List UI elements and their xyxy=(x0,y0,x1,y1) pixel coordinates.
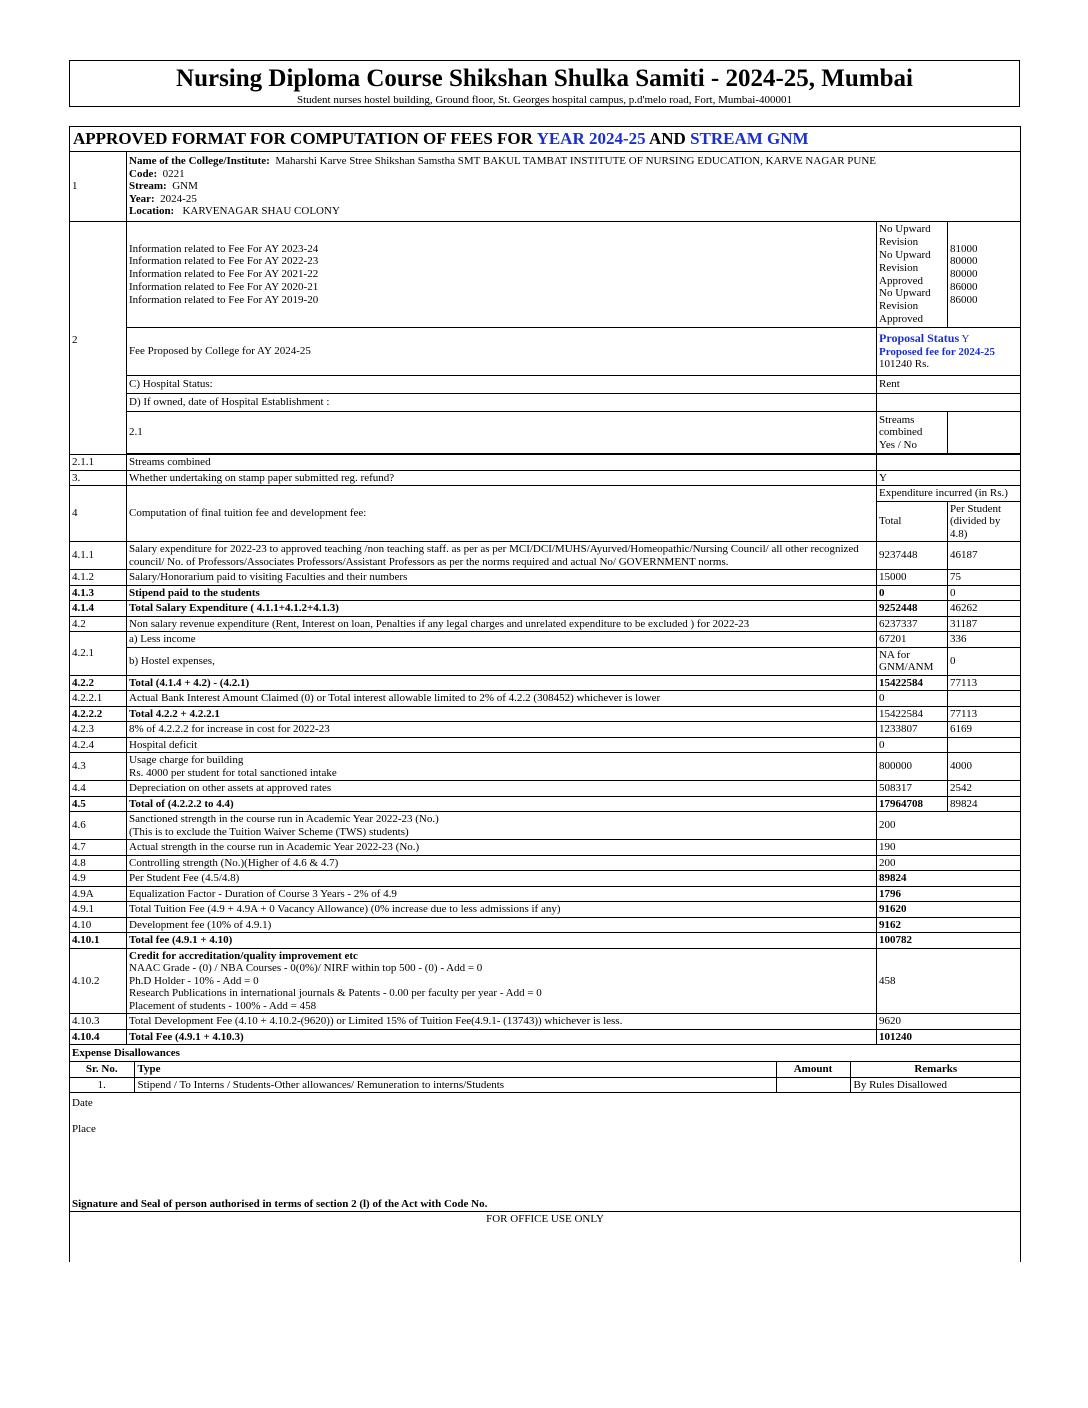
proposed-fee-heading: Proposed fee for 2024-25 xyxy=(879,345,995,358)
row-per-student xyxy=(948,737,1021,753)
row-description xyxy=(127,753,877,781)
row-description: Equalization Factor - Duration of Course 3 Years - 2% of 4.9 xyxy=(127,886,877,902)
row-total: 67201 xyxy=(877,632,948,648)
fee-amount: 80000 xyxy=(950,255,978,268)
hospital-status-value: Rent xyxy=(877,376,1021,394)
row-description: Total Salary Expenditure ( 4.1.1+4.1.2+4.1.3) xyxy=(127,601,877,617)
streams-q-text: Streams xyxy=(879,413,915,426)
row-description: Total fee (4.9.1 + 4.10) xyxy=(127,933,877,949)
table-row xyxy=(70,470,1021,486)
proposal-status-value: Y xyxy=(961,333,970,346)
row-per-student: 0 xyxy=(948,647,1021,675)
proposal-status-cell xyxy=(877,328,1021,376)
row-description: Per Student Fee (4.5/4.8) xyxy=(127,871,877,887)
college-stream-label: Stream: xyxy=(129,180,167,193)
row-per-student xyxy=(948,691,1021,707)
section-title-stream: STREAM GNM xyxy=(690,129,809,148)
accreditation-line: Research Publications in international journals & Patents - 0.00 per faculty per year - Add = 0 xyxy=(129,987,542,999)
row-description: Actual Bank Interest Amount Claimed (0) or Total interest allowable limited to 2% of 4.2.2 (308452) whichever is lower xyxy=(127,691,877,707)
row-description: a) Less income xyxy=(127,632,877,648)
row-value: 1796 xyxy=(877,886,1021,902)
college-name-label: Name of the College/Institute: xyxy=(129,155,270,168)
college-row xyxy=(70,152,1021,222)
table-row xyxy=(70,632,1021,648)
row-total: 15422584 xyxy=(877,675,948,691)
row-description-line: Usage charge for building xyxy=(129,754,244,766)
row-total: 15422584 xyxy=(877,706,948,722)
row-number: 4.9A xyxy=(70,886,127,902)
row-description: Depreciation on other assets at approved rates xyxy=(127,781,877,797)
row-description: Non salary revenue expenditure (Rent, Interest on loan, Penalties if any legal charges and unrelated expenditure to be excluded ) for 2022-23 xyxy=(127,616,877,632)
fee-amount: 86000 xyxy=(950,293,978,306)
fee-amount: 80000 xyxy=(950,268,978,281)
row-description: Total of (4.2.2.2 to 4.4) xyxy=(127,796,877,812)
row-description: Salary expenditure for 2022-23 to approved teaching /non teaching staff. as per as per MCI/DCI/MUHS/Ayurved/Homeopathic/Nursing Council/ all other recognized council/ No. of Professors/Associates Professors/Assistant Professors as per the norms required and actual No/ GOVERNMENT norms. xyxy=(127,542,877,570)
row-description: Total 4.2.2 + 4.2.2.1 xyxy=(127,706,877,722)
table-row xyxy=(70,871,1021,887)
row-number: 4.2.2.2 xyxy=(70,706,127,722)
row-number: 4.6 xyxy=(70,812,127,840)
row-number: 3. xyxy=(70,470,127,486)
fee-computation-table xyxy=(69,126,1021,1262)
table-row xyxy=(70,691,1021,707)
row-number: 4.1.4 xyxy=(70,601,127,617)
table-row xyxy=(70,722,1021,738)
college-location: KARVENAGAR SHAU COLONY xyxy=(182,205,340,218)
signature-cell xyxy=(70,1093,1021,1212)
streams-q-text: combined xyxy=(879,426,923,439)
header-box xyxy=(69,60,1020,107)
row-description: 8% of 4.2.2.2 for increase in cost for 2022-23 xyxy=(127,722,877,738)
row-number: 4.2.4 xyxy=(70,737,127,753)
row-number: 4.2.1 xyxy=(70,632,127,676)
row-number: 4.5 xyxy=(70,796,127,812)
disallowances-title: Expense Disallowances xyxy=(72,1047,180,1059)
disallowances-row xyxy=(70,1077,1021,1092)
page-title: Nursing Diploma Course Shikshan Shulka Samiti - 2024-25, Mumbai xyxy=(176,65,913,92)
sub-number: 2.1 xyxy=(127,412,877,454)
row-description: Salary/Honorarium paid to visiting Faculties and their numbers xyxy=(127,570,877,586)
table-row xyxy=(70,1014,1021,1030)
signature-label: Signature and Seal of person authorised in terms of section 2 (l) of the Act with Code No. xyxy=(72,1197,488,1210)
table-row xyxy=(70,933,1021,949)
row-value: Y xyxy=(877,470,1021,486)
row-total: 6237337 xyxy=(877,616,948,632)
fee-history-amounts xyxy=(948,222,1021,328)
table-row xyxy=(70,601,1021,617)
table-row xyxy=(70,1029,1021,1045)
college-stream: GNM xyxy=(172,180,198,193)
row-per-student: 89824 xyxy=(948,796,1021,812)
table-row xyxy=(70,486,1021,502)
college-code-label: Code: xyxy=(129,167,158,180)
row-description: Total Tuition Fee (4.9 + 4.9A + 0 Vacancy Allowance) (0% increase due to less admissions if any) xyxy=(127,902,877,918)
section-title xyxy=(70,127,1021,152)
row-number: 4.1.3 xyxy=(70,585,127,601)
header-amount: Amount xyxy=(776,1062,850,1078)
row-number: 4.2.2 xyxy=(70,675,127,691)
row-total: 508317 xyxy=(877,781,948,797)
fee-history-labels xyxy=(127,222,877,328)
fee-history-row xyxy=(70,222,1021,328)
college-code: 0221 xyxy=(162,167,185,180)
row-value: 9162 xyxy=(877,917,1021,933)
row-description-line: Sanctioned strength in the course run in Academic Year 2022-23 (No.) xyxy=(129,813,439,825)
fee-amount: 86000 xyxy=(950,280,978,293)
table-row xyxy=(70,675,1021,691)
table-row xyxy=(70,917,1021,933)
row-description-line: Rs. 4000 per student for total sanctioned intake xyxy=(129,766,337,779)
revision-text: Revision xyxy=(879,261,919,274)
table-row xyxy=(70,737,1021,753)
table-row xyxy=(70,753,1021,781)
row-value: 100782 xyxy=(877,933,1021,949)
per-student-header: Per Student (divided by 4.8) xyxy=(948,501,1021,542)
fee-history-item: Information related to Fee For AY 2023-24 xyxy=(129,242,319,255)
table-row xyxy=(70,647,1021,675)
office-use-label: FOR OFFICE USE ONLY xyxy=(70,1212,1021,1262)
row-number: 4.10.3 xyxy=(70,1014,127,1030)
office-use-section xyxy=(70,1212,1021,1262)
section-title-row xyxy=(70,127,1021,152)
revision-text: No Upward xyxy=(879,287,931,300)
row-number: 4.2 xyxy=(70,616,127,632)
table-row xyxy=(70,706,1021,722)
row-number: 2.1.1 xyxy=(70,455,127,471)
hospital-status-label: C) Hospital Status: xyxy=(127,376,877,394)
fee-history-item: Information related to Fee For AY 2021-22 xyxy=(129,268,319,281)
row-per-student: 0 xyxy=(948,585,1021,601)
row-description xyxy=(127,812,877,840)
proposed-fee-row xyxy=(70,328,1021,376)
revision-text: Revision xyxy=(879,300,919,313)
college-location-label: Location: xyxy=(129,205,175,218)
streams-combined-answer xyxy=(948,412,1021,454)
row-description: Controlling strength (No.)(Higher of 4.6 & 4.7) xyxy=(127,855,877,871)
table-row xyxy=(70,585,1021,601)
accreditation-line: Placement of students - 100% - Add = 458 xyxy=(129,999,317,1012)
row-per-student: 31187 xyxy=(948,616,1021,632)
expenditure-header: Expenditure incurred (in Rs.) xyxy=(877,486,1021,502)
proposed-fee-label: Fee Proposed by College for AY 2024-25 xyxy=(127,328,877,376)
table-row xyxy=(70,796,1021,812)
disallowances-section xyxy=(70,1045,1021,1093)
fee-history-item: Information related to Fee For AY 2022-23 xyxy=(129,255,319,268)
row-description: Whether undertaking on stamp paper submitted reg. refund? xyxy=(127,470,877,486)
row-description: Total (4.1.4 + 4.2) - (4.2.1) xyxy=(127,675,877,691)
row-value: 91620 xyxy=(877,902,1021,918)
table-row xyxy=(70,948,1021,1014)
row-total: 0 xyxy=(877,737,948,753)
header-type: Type xyxy=(134,1062,776,1078)
row-value: 190 xyxy=(877,840,1021,856)
row-number: 4.4 xyxy=(70,781,127,797)
row-per-student: 77113 xyxy=(948,675,1021,691)
accreditation-line: Ph.D Holder - 10% - Add = 0 xyxy=(129,974,259,987)
hospital-owned-value xyxy=(877,394,1021,412)
row-per-student: 46187 xyxy=(948,542,1021,570)
header-sr-no: Sr. No. xyxy=(70,1062,134,1078)
row-value: 458 xyxy=(877,948,1021,1014)
table-row xyxy=(70,455,1021,471)
date-label: Date xyxy=(72,1097,93,1109)
row-number: 4.7 xyxy=(70,840,127,856)
streams-combined-question xyxy=(877,412,948,454)
row-description: Total Development Fee (4.10 + 4.10.2-(9620)) or Limited 15% of Tuition Fee(4.9.1- (13743)) whichever is less. xyxy=(127,1014,877,1030)
row-number: 4.1.1 xyxy=(70,542,127,570)
disallowance-sr: 1. xyxy=(70,1077,134,1092)
row-number: 4 xyxy=(70,486,127,542)
signature-section xyxy=(70,1093,1021,1212)
row-number: 2 xyxy=(70,222,127,455)
row-description-line: (This is to exclude the Tuition Waiver Scheme (TWS) students) xyxy=(129,825,409,838)
row-description: Computation of final tuition fee and development fee: xyxy=(127,486,877,542)
row-number: 4.2.2.1 xyxy=(70,691,127,707)
row-total: 17964708 xyxy=(877,796,948,812)
row-value xyxy=(877,455,1021,471)
hospital-owned-row xyxy=(70,394,1021,412)
revision-text: Approved xyxy=(879,312,923,325)
total-header: Total xyxy=(877,501,948,542)
revision-text: Revision xyxy=(879,236,919,249)
row-per-student: 6169 xyxy=(948,722,1021,738)
row-description: b) Hostel expenses, xyxy=(127,647,877,675)
row-number: 1 xyxy=(70,152,127,222)
place-label: Place xyxy=(72,1122,96,1135)
college-name: Maharshi Karve Stree Shikshan Samstha SMT BAKUL TAMBAT INSTITUTE OF NURSING EDUCATION, KARVE NAGAR PUNE xyxy=(275,155,877,168)
header-address: Student nurses hostel building, Ground floor, St. Georges hospital campus, p.d'melo road, Fort, Mumbai-400001 xyxy=(296,94,793,106)
row-number: 4.10.2 xyxy=(70,948,127,1014)
row-total: NA for GNM/ANM xyxy=(877,647,948,675)
row-value: 9620 xyxy=(877,1014,1021,1030)
revision-text: No Upward xyxy=(879,248,931,261)
row-number: 4.1.2 xyxy=(70,570,127,586)
disallowances-table xyxy=(70,1061,1021,1092)
row-description: Actual strength in the course run in Academic Year 2022-23 (No.) xyxy=(127,840,877,856)
table-row xyxy=(70,781,1021,797)
revision-text: No Upward xyxy=(879,223,931,236)
row-total: 0 xyxy=(877,585,948,601)
fee-revision-status xyxy=(877,222,948,328)
table-row xyxy=(70,812,1021,840)
row-per-student: 2542 xyxy=(948,781,1021,797)
row-description xyxy=(127,948,877,1014)
row-value: 89824 xyxy=(877,871,1021,887)
row-total: 9237448 xyxy=(877,542,948,570)
row-number: 4.2.3 xyxy=(70,722,127,738)
row-total: 1233807 xyxy=(877,722,948,738)
table-row xyxy=(70,886,1021,902)
disallowances-header-row xyxy=(70,1062,1021,1078)
row-number: 4.10.1 xyxy=(70,933,127,949)
row-per-student: 336 xyxy=(948,632,1021,648)
proposed-fee-value: 101240 Rs. xyxy=(879,358,930,371)
table-row xyxy=(70,616,1021,632)
row-description: Development fee (10% of 4.9.1) xyxy=(127,917,877,933)
table-row xyxy=(70,542,1021,570)
disallowances-cell xyxy=(70,1045,1021,1093)
fee-history-item: Information related to Fee For AY 2020-21 xyxy=(129,280,319,293)
revision-text: Approved xyxy=(879,274,923,287)
hospital-status-row xyxy=(70,376,1021,394)
disallowance-type: Stipend / To Interns / Students-Other allowances/ Remuneration to interns/Students xyxy=(134,1077,776,1092)
table-row xyxy=(70,840,1021,856)
row-description: Total Fee (4.9.1 + 4.10.3) xyxy=(127,1029,877,1045)
section-title-prefix: APPROVED FORMAT FOR COMPUTATION OF FEES FOR xyxy=(73,129,533,148)
college-year-label: Year: xyxy=(129,192,155,205)
row-number: 4.9 xyxy=(70,871,127,887)
row-per-student: 77113 xyxy=(948,706,1021,722)
row-description: Hospital deficit xyxy=(127,737,877,753)
section-title-and: AND xyxy=(648,129,686,148)
disallowance-remarks: By Rules Disallowed xyxy=(850,1077,1021,1092)
streams-combined-question-row xyxy=(70,412,1021,454)
row-per-student: 46262 xyxy=(948,601,1021,617)
accreditation-title: Credit for accreditation/quality improvement etc xyxy=(129,949,358,962)
row-description: Streams combined xyxy=(127,455,877,471)
table-row xyxy=(70,570,1021,586)
row-total: 0 xyxy=(877,691,948,707)
row-number: 4.8 xyxy=(70,855,127,871)
row-number: 4.3 xyxy=(70,753,127,781)
hospital-owned-label: D) If owned, date of Hospital Establishment : xyxy=(127,394,877,412)
row-value: 200 xyxy=(877,812,1021,840)
row-description: Stipend paid to the students xyxy=(127,585,877,601)
streams-q-text: Yes / No xyxy=(879,438,918,451)
row-total: 800000 xyxy=(877,753,948,781)
proposal-status-label: Proposal Status xyxy=(879,331,960,346)
row-number: 4.9.1 xyxy=(70,902,127,918)
fee-history-item: Information related to Fee For AY 2019-20 xyxy=(129,293,319,306)
college-year: 2024-25 xyxy=(160,192,197,205)
disallowance-amount xyxy=(776,1077,850,1092)
row-total: 9252448 xyxy=(877,601,948,617)
row-number: 4.10 xyxy=(70,917,127,933)
row-per-student: 75 xyxy=(948,570,1021,586)
college-details xyxy=(127,152,1021,222)
row-value: 200 xyxy=(877,855,1021,871)
fee-amount: 81000 xyxy=(950,242,978,255)
table-row xyxy=(70,855,1021,871)
row-total: 15000 xyxy=(877,570,948,586)
row-per-student: 4000 xyxy=(948,753,1021,781)
header-remarks: Remarks xyxy=(850,1062,1021,1078)
section-title-year: YEAR 2024-25 xyxy=(536,129,646,148)
table-row xyxy=(70,902,1021,918)
row-number: 4.10.4 xyxy=(70,1029,127,1045)
accreditation-line: NAAC Grade - (0) / NBA Courses - 0(0%)/ NIRF within top 500 - (0) - Add = 0 xyxy=(129,962,483,974)
row-value: 101240 xyxy=(877,1029,1021,1045)
